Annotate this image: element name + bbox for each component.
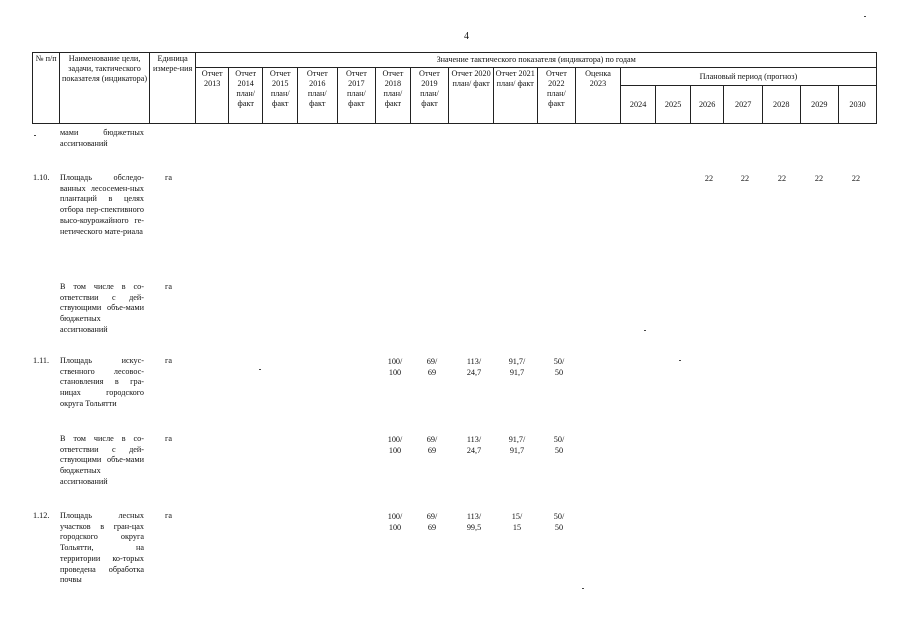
fact-value: 91,7/ 91,7 [508, 357, 526, 377]
row-name: Площадь обследо-ванных лесосемен-ных плантаций в целях отбора пер-спективного высо-коурожайного ге-нетического мате-риала [60, 173, 144, 236]
row-name: Площадь лесных участков в гран-цах городского округа Тольятти, на территории ко-торых проведена обработка почвы [60, 511, 144, 585]
plan-value: 22 [740, 174, 750, 183]
header-plan-year: 2027 [724, 86, 763, 124]
row-name: В том числе в со-ответствии с дей-ствующими объе-мами бюджетных ассигнований [60, 282, 144, 334]
header-plan-year: 2030 [839, 86, 877, 124]
row-name: В том числе в со-ответствии с дей-ствующими объе-мами бюджетных ассигнований [60, 434, 144, 486]
header-unit: Единица измере-ния [149, 53, 196, 124]
fact-value: 100/ 100 [387, 435, 403, 455]
row-name: мами бюджетных ассигнований [60, 128, 144, 148]
header-year: Отчет 2022 план/ факт [537, 68, 576, 124]
header-plan-year: 2029 [800, 86, 839, 124]
header-name: Наименование цели, задачи, тактического показателя (индикатора) [60, 53, 149, 124]
fact-value: 69/ 69 [426, 435, 438, 455]
page-number: 4 [464, 31, 469, 42]
scan-speck [34, 135, 36, 136]
row-number: 1.11. [33, 356, 50, 365]
fact-value: 113/ 24,7 [466, 357, 482, 377]
fact-value: 69/ 69 [426, 512, 438, 532]
scan-speck [679, 360, 681, 361]
header-year: Отчет 2015 план/ факт [263, 68, 298, 124]
header-plan-year: 2028 [762, 86, 800, 124]
header-plan-year: 2024 [620, 86, 656, 124]
header-year: Отчет 2021 план/ факт [493, 68, 537, 124]
fact-value: 50/ 50 [553, 435, 565, 455]
header-year: Отчет 2017 план/ факт [337, 68, 376, 124]
row-name: Площадь искус-ственного лесовос-становления в гра-ницах городского округа Тольятти [60, 356, 144, 408]
header-year: Отчет 2014 план/ факт [228, 68, 263, 124]
plan-value: 22 [851, 174, 861, 183]
row-number: 1.10. [33, 173, 50, 182]
header-year: Отчет 2019 план/ факт [410, 68, 449, 124]
plan-value: 22 [704, 174, 714, 183]
header-plan-year: 2026 [690, 86, 724, 124]
scan-speck [644, 330, 646, 331]
fact-value: 113/ 99,5 [466, 512, 482, 532]
header-year: Отчет 2020 план/ факт [449, 68, 494, 124]
header-plan-period: Плановый период (прогноз) [620, 68, 876, 86]
row-unit: га [165, 173, 172, 182]
row-unit: га [165, 282, 172, 291]
fact-value: 50/ 50 [553, 357, 565, 377]
fact-value: 100/ 100 [387, 512, 403, 532]
scan-speck [864, 16, 866, 17]
fact-value: 15/ 15 [511, 512, 523, 532]
plan-value: 22 [777, 174, 787, 183]
fact-value: 50/ 50 [553, 512, 565, 532]
header-year: Оценка 2023 [576, 68, 621, 124]
header-year: Отчет 2016 план/ факт [297, 68, 337, 124]
fact-value: 100/ 100 [387, 357, 403, 377]
plan-value: 22 [814, 174, 824, 183]
row-number: 1.12. [33, 511, 50, 520]
fact-value: 113/ 24,7 [466, 435, 482, 455]
header-values: Значение тактического показателя (индикатора) по годам [196, 53, 877, 68]
header-num: № п/п [33, 53, 60, 124]
scan-speck [582, 588, 584, 589]
table-header [32, 52, 877, 124]
header-plan-year: 2025 [656, 86, 691, 124]
fact-value: 69/ 69 [426, 357, 438, 377]
row-unit: га [165, 511, 172, 520]
scan-speck [259, 369, 261, 370]
header-year: Отчет 2013 [196, 68, 228, 124]
row-unit: га [165, 434, 172, 443]
header-year: Отчет 2018 план/ факт [376, 68, 411, 124]
row-unit: га [165, 356, 172, 365]
fact-value: 91,7/ 91,7 [508, 435, 526, 455]
